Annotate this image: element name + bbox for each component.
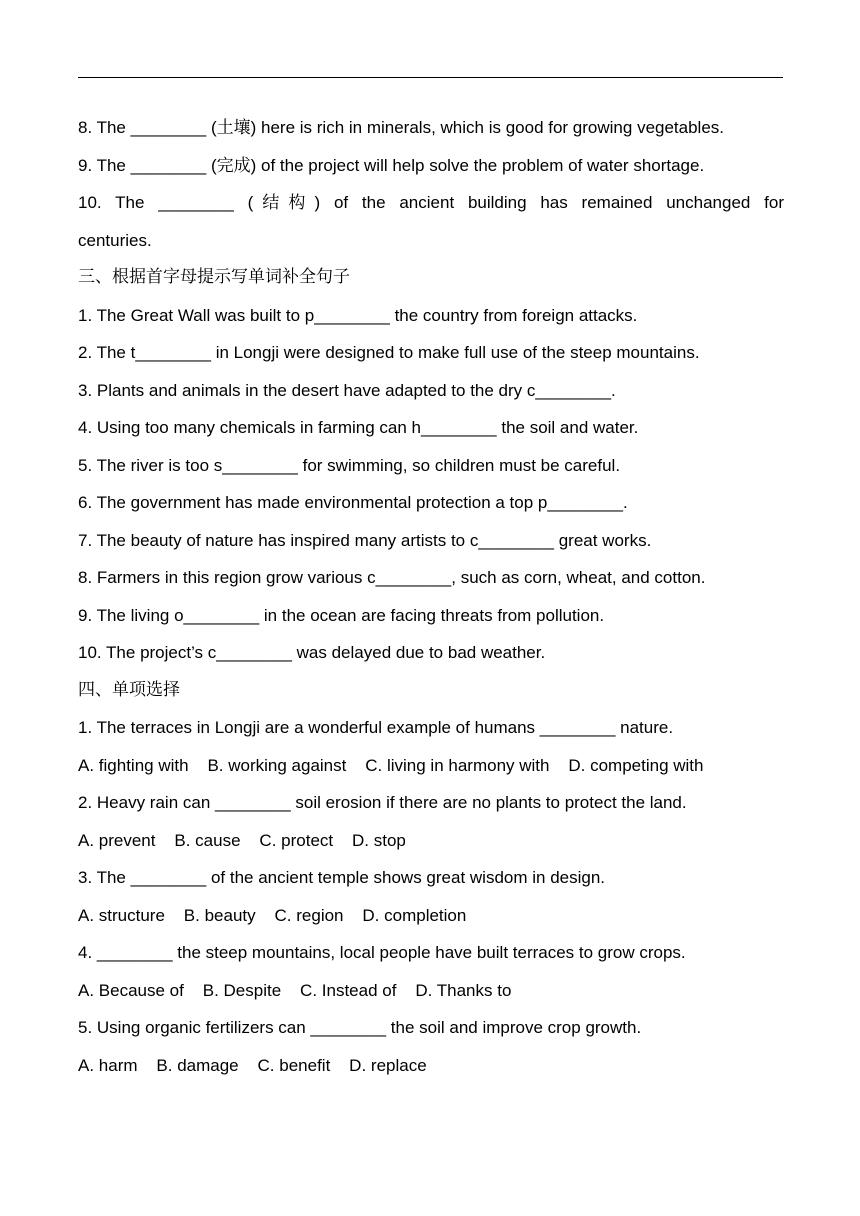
part-two-continuation	[78, 109, 784, 259]
fill-item-7: 7. The beauty of nature has inspired many artists to c________ great works.	[78, 530, 652, 550]
question-10-line-2: centuries.	[78, 230, 152, 250]
mc-question-3-stem: 3. The ________ of the ancient temple shows great wisdom in design.	[78, 868, 606, 887]
worksheet-body	[78, 109, 784, 1084]
fill-item-8: 8. Farmers in this region grow various c________, such as corn, wheat, and cotton.	[78, 568, 706, 587]
part-three	[78, 259, 784, 672]
fill-item-4: 4. Using too many chemicals in farming can h________ the soil and water.	[78, 418, 639, 437]
fill-item-5: 5. The river is too s________ for swimming, so children must be careful.	[78, 455, 621, 475]
mc-question-4-options: A. Because of B. Despite C. Instead of D. Thanks to	[78, 980, 512, 1000]
mc-question-4-stem: 4. ________ the steep mountains, local people have built terraces to grow crops.	[78, 943, 686, 962]
fill-item-1: 1. The Great Wall was built to p________ the country from foreign attacks.	[78, 305, 638, 325]
fill-item-9: 9. The living o________ in the ocean are facing threats from pollution.	[78, 605, 605, 625]
question-8: 8. The ________ (土壤) here is rich in minerals, which is good for growing vegetables.	[78, 118, 725, 137]
fill-item-3: 3. Plants and animals in the desert have adapted to the dry c________.	[78, 380, 616, 400]
mc-question-1-stem: 1. The terraces in Longji are a wonderful example of humans ________ nature.	[78, 718, 674, 737]
fill-item-10: 10. The project’s c________ was delayed due to bad weather.	[78, 643, 546, 662]
mc-question-5-stem: 5. Using organic fertilizers can ________ the soil and improve crop growth.	[78, 1018, 642, 1037]
mc-question-3-options: A. structure B. beauty C. region D. completion	[78, 905, 467, 925]
fill-item-6: 6. The government has made environmental protection a top p________.	[78, 493, 628, 512]
section-heading-three: 三、根据首字母提示写单词补全句子	[78, 267, 350, 287]
question-9: 9. The ________ (完成) of the project will help solve the problem of water shortage.	[78, 155, 705, 175]
mc-question-2-stem: 2. Heavy rain can ________ soil erosion if there are no plants to protect the land.	[78, 793, 687, 812]
section-heading-four: 四、单项选择	[78, 679, 180, 700]
mc-question-2-options: A. prevent B. cause C. protect D. stop	[78, 830, 406, 850]
fill-item-2: 2. The t________ in Longji were designed to make full use of the steep mountains.	[78, 343, 700, 362]
mc-question-5-options: A. harm B. damage C. benefit D. replace	[78, 1055, 427, 1075]
question-10-line-1: 10. The ________ (结构) of the ancient building has remained unchanged for	[78, 193, 784, 212]
part-four	[78, 672, 784, 1085]
header-rule	[78, 77, 783, 78]
mc-question-1-options: A. fighting with B. working against C. living in harmony with D. competing with	[78, 755, 704, 775]
